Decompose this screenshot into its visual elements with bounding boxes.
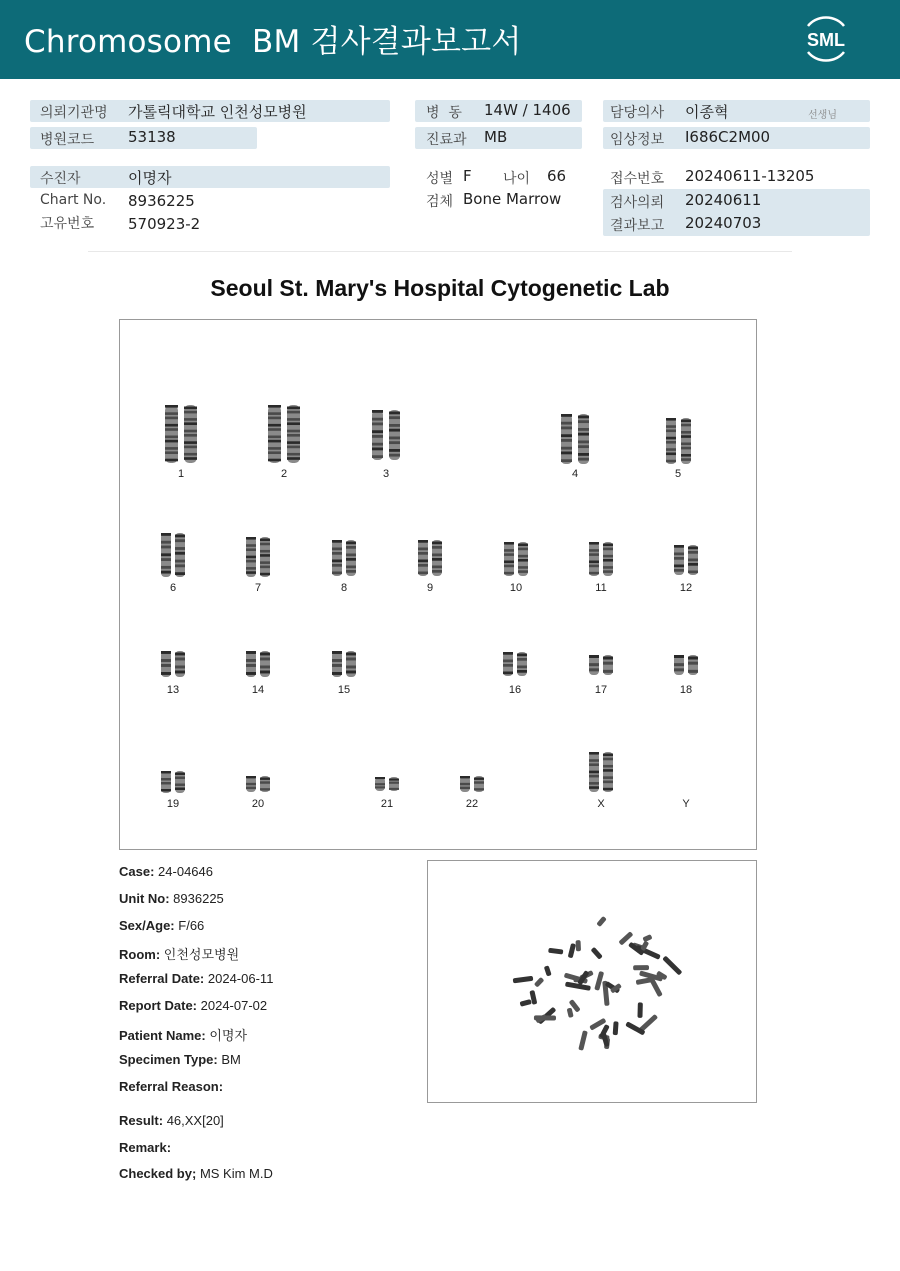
remark-label: Remark: <box>119 1140 172 1155</box>
patient-value: 이명자 <box>128 169 172 187</box>
chromosome-label-19: 19 <box>166 798 180 810</box>
metaphase-image <box>427 860 757 1103</box>
checked-label: Checked by; <box>119 1166 197 1181</box>
chromosome-label-9: 9 <box>426 582 434 594</box>
age-value: 66 <box>547 167 567 185</box>
department-label: 진료과 <box>426 132 467 148</box>
department-value: MB <box>484 128 508 146</box>
specimen-type-label: Specimen Type: <box>119 1052 218 1067</box>
remark-row <box>119 1140 171 1155</box>
chromosome-5 <box>666 418 691 464</box>
room-label: Room: <box>119 947 161 962</box>
report-date-row <box>119 998 267 1013</box>
referral-reason-label: Referral Reason: <box>119 1079 224 1094</box>
chromosome-label-14: 14 <box>251 684 265 696</box>
chromosome-label-3: 3 <box>382 468 390 480</box>
room-value: 인천성모병원 <box>163 947 240 962</box>
case-label: Case: <box>119 864 155 879</box>
chromosome-10 <box>504 542 528 576</box>
ward-label: 병 동 <box>426 105 462 121</box>
metaphase-chromosome <box>596 916 607 927</box>
metaphase-chromosome <box>578 1030 588 1050</box>
chromosome-6 <box>161 533 185 577</box>
chromosome-21 <box>375 777 399 791</box>
unique-no-value: 570923-2 <box>128 215 201 233</box>
ward-value: 14W / 1406 <box>484 101 571 119</box>
chromosome-label-20: 20 <box>251 798 265 810</box>
specimen-type-row <box>119 1052 241 1067</box>
report-title: Chromosome BM 검사결과보고서 <box>24 24 522 60</box>
chromosome-label-8: 8 <box>340 582 348 594</box>
chromosome-1 <box>165 405 197 463</box>
hospital-code-value: 53138 <box>128 128 176 146</box>
chromosome-label-X: X <box>597 798 605 810</box>
chromosome-3 <box>372 410 400 460</box>
chromosome-label-12: 12 <box>679 582 693 594</box>
hospital-code-label: 병원코드 <box>40 132 95 148</box>
chromosome-8 <box>332 540 356 576</box>
metaphase-chromosome <box>662 956 682 976</box>
result-report-label: 결과보고 <box>610 218 665 234</box>
karyotype-panel <box>119 319 757 850</box>
chromosome-label-16: 16 <box>508 684 522 696</box>
metaphase-chromosome <box>567 1008 574 1018</box>
specimen-label: 검체 <box>426 194 454 210</box>
report-date-value: 2024-07-02 <box>200 998 268 1013</box>
patient-name-row <box>119 1025 247 1044</box>
receipt-no-value: 20240611-13205 <box>685 167 815 185</box>
receipt-no-label: 접수번호 <box>610 171 665 187</box>
chromosome-11 <box>589 542 613 576</box>
chromosome-label-18: 18 <box>679 684 693 696</box>
chromosome-label-15: 15 <box>337 684 351 696</box>
chromosome-label-10: 10 <box>509 582 523 594</box>
chart-no-label: Chart No. <box>40 192 107 208</box>
chromosome-20 <box>246 776 270 792</box>
institution-label: 의뢰기관명 <box>40 105 108 121</box>
specimen-value: Bone Marrow <box>463 190 562 208</box>
unit-value: 8936225 <box>173 891 224 906</box>
chromosome-label-6: 6 <box>169 582 177 594</box>
chromosome-label-17: 17 <box>594 684 608 696</box>
clinical-info-value: I686C2M00 <box>685 128 771 146</box>
report-header <box>0 0 900 79</box>
chromosome-label-2: 2 <box>280 468 288 480</box>
chromosome-9 <box>418 540 442 576</box>
case-value: 24-04646 <box>158 864 213 879</box>
chromosome-16 <box>503 652 527 676</box>
metaphase-chromosome <box>544 965 552 976</box>
metaphase-chromosome <box>568 943 576 958</box>
metaphase-chromosome <box>576 940 581 951</box>
metaphase-chromosome <box>513 976 534 984</box>
metaphase-chromosome <box>520 999 532 1007</box>
unique-no-label: 고유번호 <box>40 216 95 232</box>
report-date-label: Report Date: <box>119 998 198 1013</box>
result-row <box>119 1113 224 1128</box>
chromosome-17 <box>589 655 613 675</box>
test-request-label: 검사의뢰 <box>610 195 665 211</box>
chromosome-label-Y: Y <box>682 798 690 810</box>
sexage-label: Sex/Age: <box>119 918 175 933</box>
age-label: 나이 <box>503 171 531 187</box>
doctor-value: 이종혁 <box>685 103 729 121</box>
metaphase-chromosome <box>591 947 603 960</box>
band-patient <box>30 166 390 188</box>
chromosome-4 <box>561 414 589 464</box>
unit-row <box>119 891 224 906</box>
chromosome-label-4: 4 <box>571 468 579 480</box>
chromosome-19 <box>161 771 185 793</box>
sex-label: 성별 <box>426 171 454 187</box>
chromosome-label-5: 5 <box>674 468 682 480</box>
room-row <box>119 944 239 963</box>
result-label: Result: <box>119 1113 164 1128</box>
logo-text: SML <box>807 30 845 50</box>
specimen-type-value: BM <box>221 1052 241 1067</box>
sex-value: F <box>463 167 472 185</box>
checked-row <box>119 1166 273 1181</box>
case-row <box>119 864 213 879</box>
chromosome-12 <box>674 545 698 575</box>
chromosome-label-22: 22 <box>465 798 479 810</box>
doctor-suffix: 선생님 <box>808 110 837 121</box>
chromosome-13 <box>161 651 185 677</box>
chromosome-14 <box>246 651 270 677</box>
patient-name-label: Patient Name: <box>119 1028 206 1043</box>
chromosome-label-21: 21 <box>380 798 394 810</box>
clinical-info-label: 임상정보 <box>610 132 665 148</box>
chromosome-22 <box>460 776 484 792</box>
institution-value: 가톨릭대학교 인천성모병원 <box>128 103 307 121</box>
metaphase-chromosome <box>613 1021 619 1035</box>
metaphase-chromosome <box>637 1002 642 1018</box>
sexage-value: F/66 <box>178 918 205 933</box>
metaphase-chromosome <box>633 965 649 970</box>
referral-date-row <box>119 971 273 986</box>
chromosome-X <box>589 752 613 792</box>
chromosome-label-7: 7 <box>254 582 262 594</box>
metaphase-chromosome <box>565 982 591 991</box>
result-value: 46,XX[20] <box>166 1113 224 1128</box>
sexage-row <box>119 918 204 933</box>
metaphase-spread <box>428 861 758 1104</box>
chromosome-label-1: 1 <box>177 468 185 480</box>
chromosome-label-11: 11 <box>595 582 607 594</box>
chromosome-18 <box>674 655 698 675</box>
referral-date-label: Referral Date: <box>119 971 205 986</box>
lab-title: Seoul St. Mary's Hospital Cytogenetic Lab <box>210 275 670 301</box>
referral-date-value: 2024-06-11 <box>207 971 274 986</box>
patient-label: 수진자 <box>40 171 81 187</box>
doctor-label: 담당의사 <box>610 105 665 121</box>
divider <box>88 251 792 252</box>
patient-name-value: 이명자 <box>209 1028 248 1043</box>
unit-label: Unit No: <box>119 891 170 906</box>
metaphase-chromosome <box>534 977 545 988</box>
referral-reason-row <box>119 1079 223 1094</box>
chromosome-label-13: 13 <box>166 684 180 696</box>
metaphase-chromosome <box>594 971 604 991</box>
chart-no-value: 8936225 <box>128 192 195 210</box>
test-request-value: 20240611 <box>685 191 762 209</box>
chromosome-2 <box>268 405 300 463</box>
chromosome-7 <box>246 537 270 577</box>
metaphase-chromosome <box>548 948 563 955</box>
metaphase-chromosome <box>642 934 652 942</box>
chromosome-15 <box>332 651 356 677</box>
checked-value: MS Kim M.D <box>199 1166 273 1181</box>
result-report-value: 20240703 <box>685 214 762 232</box>
sml-logo <box>796 12 856 66</box>
